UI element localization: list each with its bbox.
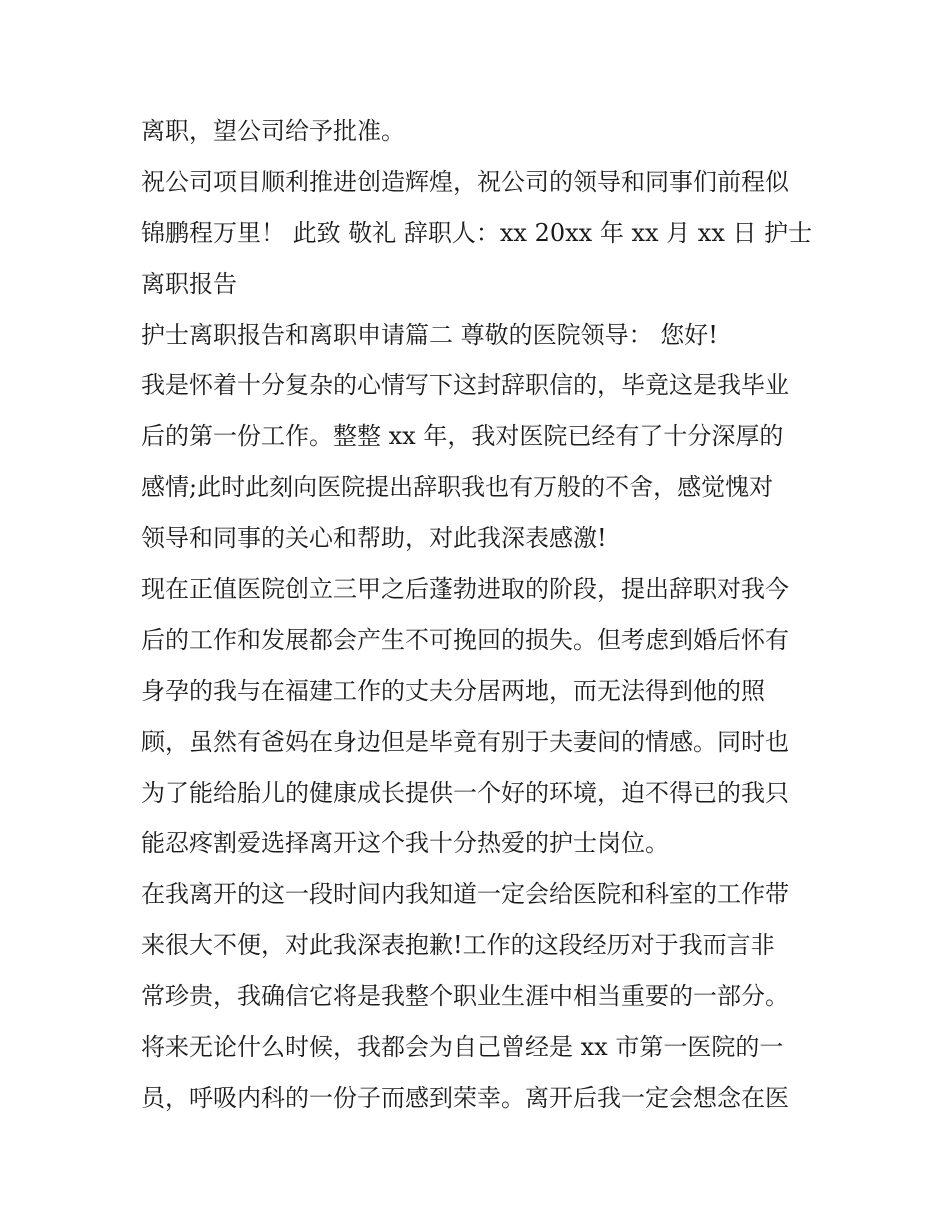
text-line: 现在正值医院创立三甲之后蓬勃进取的阶段，提出辞职对我今 [141, 575, 789, 604]
text-line: 领导和同事的关心和帮助，对此我深表感激! [141, 524, 607, 553]
text-line: 将来无论什么时候，我都会为自己曾经是 xx 市第一医院的一 [141, 1033, 784, 1062]
text-line: 后的第一份工作。整整 xx 年，我对医院已经有了十分深厚的 [141, 422, 784, 451]
text-line: 祝公司项目顺利推进创造辉煌，祝公司的领导和同事们前程似 [141, 167, 789, 196]
text-line: 离职，望公司给予批准。 [141, 117, 405, 145]
document-body [141, 106, 821, 1124]
text-line: 顾，虽然有爸妈在身边但是毕竟有别于夫妻间的情感。同时也 [141, 727, 789, 756]
text-line: 后的工作和发展都会产生不可挽回的损失。但考虑到婚后怀有 [141, 625, 789, 654]
text-line: 身孕的我与在福建工作的丈夫分居两地，而无法得到他的照 [141, 676, 765, 705]
text-line: 离职报告 [141, 269, 237, 298]
text-line: 为了能给胎儿的健康成长提供一个好的环境，迫不得已的我只 [141, 778, 789, 807]
text-line: 感情;此时此刻向医院提出辞职我也有万般的不舍，感觉愧对 [141, 473, 774, 502]
text-line: 锦鹏程万里！ 此致 敬礼 辞职人：xx 20xx 年 xx 月 xx 日 护士 [141, 218, 813, 247]
text-line: 来很大不便，对此我深表抱歉!工作的这段经历对于我而言非 [141, 931, 775, 960]
text-line: 我是怀着十分复杂的心情写下这封辞职信的，毕竟这是我毕业 [141, 371, 789, 400]
text-line: 能忍疼割爱选择离开这个我十分热爱的护士岗位。 [141, 829, 669, 858]
text-line: 在我离开的这一段时间内我知道一定会给医院和科室的工作带 [141, 880, 789, 909]
text-line: 护士离职报告和离职申请篇二 尊敬的医院领导： 您好! [141, 320, 718, 349]
text-line: 员，呼吸内科的一份子而感到荣幸。离开后我一定会想念在医 [141, 1083, 789, 1112]
text-line: 常珍贵，我确信它将是我整个职业生涯中相当重要的一部分。 [141, 982, 789, 1011]
